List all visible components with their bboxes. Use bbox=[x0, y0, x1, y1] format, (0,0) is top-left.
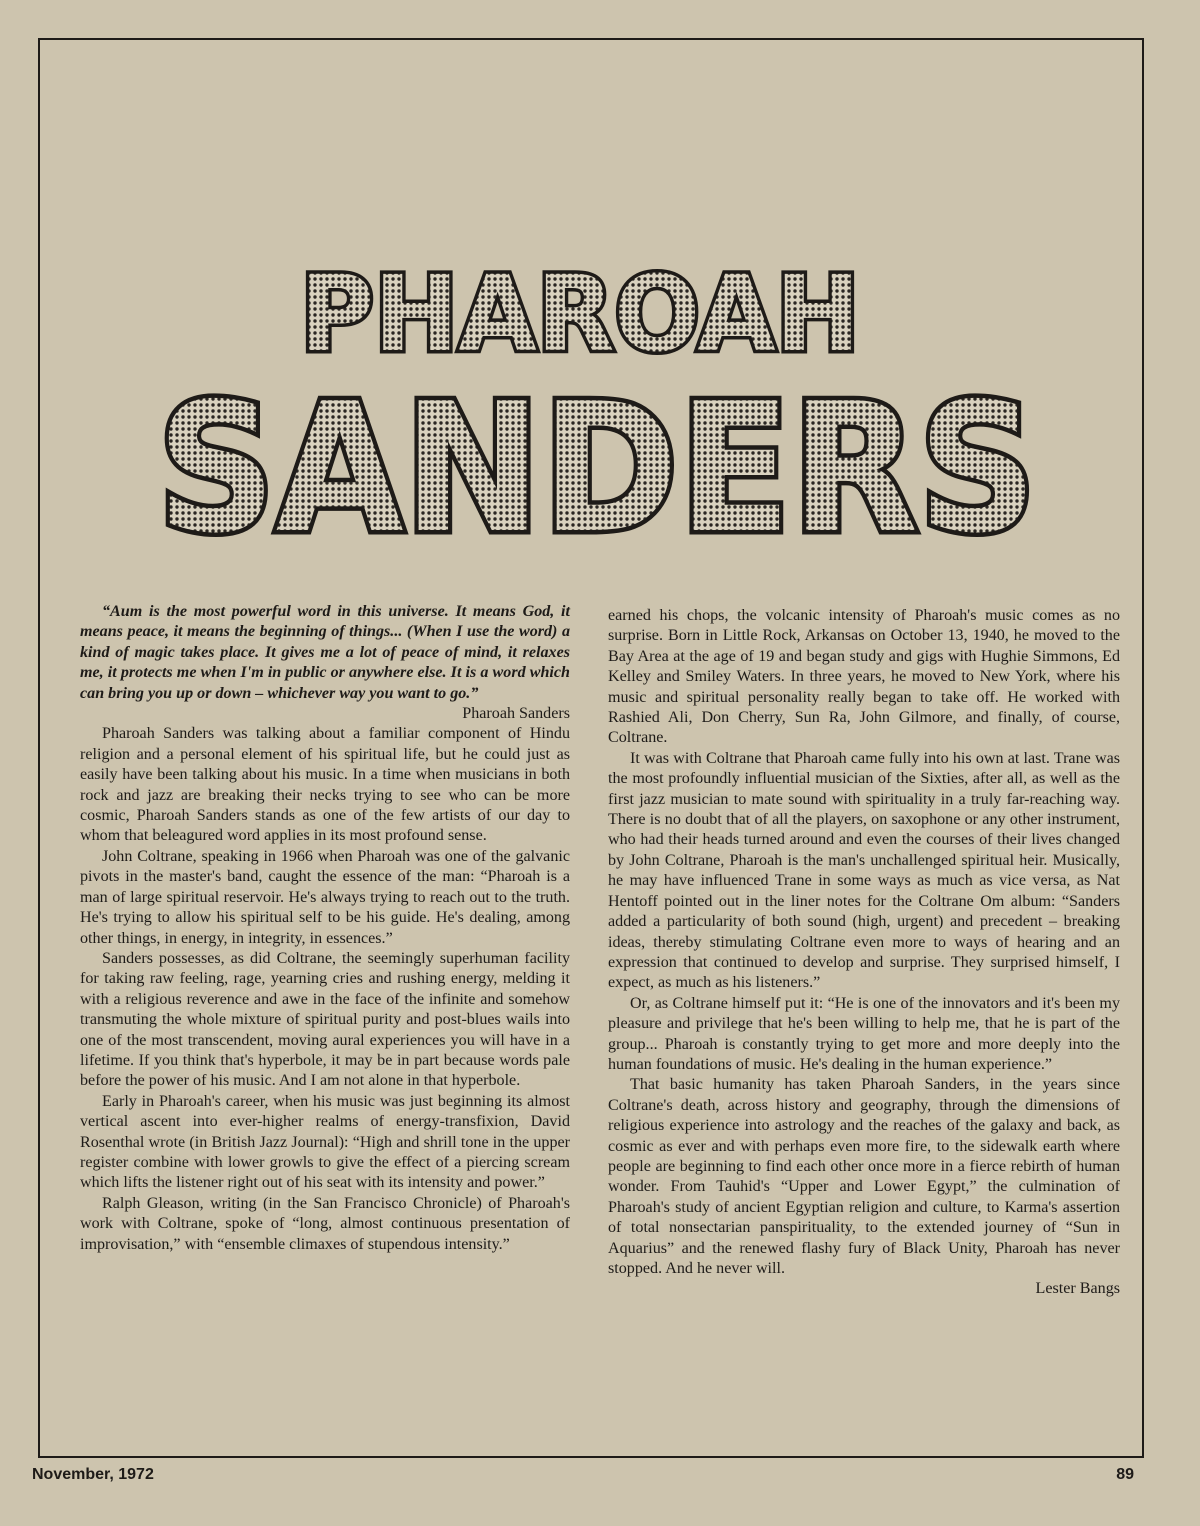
right-column bbox=[608, 606, 1120, 1300]
paragraph: John Coltrane, speaking in 1966 when Pharoah was one of the galvanic pivots in the master's band, caught the essence of the man: “Pharoah is a man of large spiritual reservoir. He's always trying to reach out to the truth. He's trying to allow his spiritual self to be his guide. He's dealing, among other things, in energy, in integrity, in essences.” bbox=[80, 847, 570, 947]
left-column bbox=[80, 602, 570, 1255]
opening-quote: “Aum is the most powerful word in this universe. It means God, it means peace, it means the beginning of things... (When I use the word) a kind of magic takes place. It gives me a lot of peace of mind, it relaxes me, it protects me when I'm in public or anywhere else. It is a word which can bring you up or down – whichever way you want to go.” bbox=[80, 603, 570, 702]
paragraph: Sanders possesses, as did Coltrane, the seemingly superhuman facility for taking raw feeling, rage, yearning cries and rushing energy, melding it with a religious reverence and awe in the face of the infinite and somehow transmuting the whole mixture of spiritual purity and post-blues wails into one of the most transcendent, moving aural experiences you will have in a lifetime. If you think that's hyperbole, it may be in part because words pale before the power of his music. And I am not alone in that hyperbole. bbox=[80, 949, 570, 1090]
page-number: 89 bbox=[1116, 1466, 1134, 1483]
issue-date: November, 1972 bbox=[32, 1466, 154, 1483]
paragraph: Or, as Coltrane himself put it: “He is one of the innovators and it's been my pleasure and privilege that he's been willing to help me, that he is part of the group... Pharoah is constantly trying to get more and more deeply into the human foundations of music. He's dealing in the human experience.” bbox=[608, 994, 1120, 1073]
title-line-2: SANDERS bbox=[157, 365, 1037, 572]
paragraph: Pharoah Sanders was talking about a familiar component of Hindu religion and a personal element of his spiritual life, but he could just as easily have been talking about his music. In a time when musicians in both rock and jazz are breaking their necks trying to see who can be more cosmic, Pharoah Sanders stands as one of the few artists of our day to whom that beleagured word applies in its most profound sense. bbox=[80, 725, 570, 845]
paragraph: That basic humanity has taken Pharoah Sanders, in the years since Coltrane's death, across history and geography, through the dimensions of religious experience into astrology and the reaches of the galaxy and back, as cosmic as ever and with perhaps even more fire, to the sidewalk earth where people are beginning to find each other once more in a fierce rebirth of human wonder. From Tauhid's “Upper and Lower Egypt,” the culmination of Pharoah's study of ancient Egyptian religion and culture, to Karma's assertion of total nonsectarian panspirituality, to the extended journey of “Sun in Aquarius” and the renewed flashy fury of Black Unity, Pharoah has never stopped. And he never will. bbox=[608, 1076, 1120, 1277]
author-byline: Lester Bangs bbox=[1035, 1280, 1120, 1298]
paragraph: Ralph Gleason, writing (in the San Francisco Chronicle) of Pharoah's work with Coltrane, spoke of “long, almost continuous presentation of improvisation,” with “ensemble climaxes of stupendous intensity.” bbox=[80, 1194, 570, 1253]
title-lettering bbox=[0, 0, 1200, 600]
paragraph-continued: earned his chops, the volcanic intensity of Pharoah's music comes as no surprise. Born in Little Rock, Arkansas on October 13, 1940, he moved to the Bay Area at the age of 19 and began study and gigs with Hughie Simmons, Ed Kelley and Smiley Waters. In three years, he moved to New York, where his music and spiritual personality really began to take off. He worked with Rashied Ali, Don Cherry, Sun Ra, John Gilmore, and finally, of course, Coltrane. bbox=[608, 607, 1120, 747]
title-line-1: PHAROAH bbox=[300, 253, 860, 375]
quote-attribution: Pharoah Sanders bbox=[462, 705, 570, 723]
paragraph: Early in Pharoah's career, when his music was just beginning its almost vertical ascent into ever-higher realms of energy-transfixion, David Rosenthal wrote (in British Jazz Journal): “High and shrill tone in the upper register combine with lower growls to give the effect of a piercing scream which lifts the listener right out of his seat with its intensity and power.” bbox=[80, 1092, 570, 1192]
paragraph: It was with Coltrane that Pharoah came fully into his own at last. Trane was the most profoundly influential musician of the Sixties, after all, as well as the first jazz musician to mate sound with spirituality in a truly far-reaching way. There is no doubt that of all the players, on saxophone or any other instrument, who had their heads turned around and even the courses of their lives changed by John Coltrane, Pharoah is the man's unchallenged spiritual heir. Musically, he may have influenced Trane in some ways as much as vice versa, as Nat Hentoff pointed out in the liner notes for the Coltrane Om album: “Sanders added a particularity of both sound (high, urgent) and precedent – breaking ideas, thereby stimulating Coltrane even more to ways of hearing and an expression that continued to develop and surprise. They surprised himself, I expect, as much as his listeners.” bbox=[608, 749, 1120, 992]
